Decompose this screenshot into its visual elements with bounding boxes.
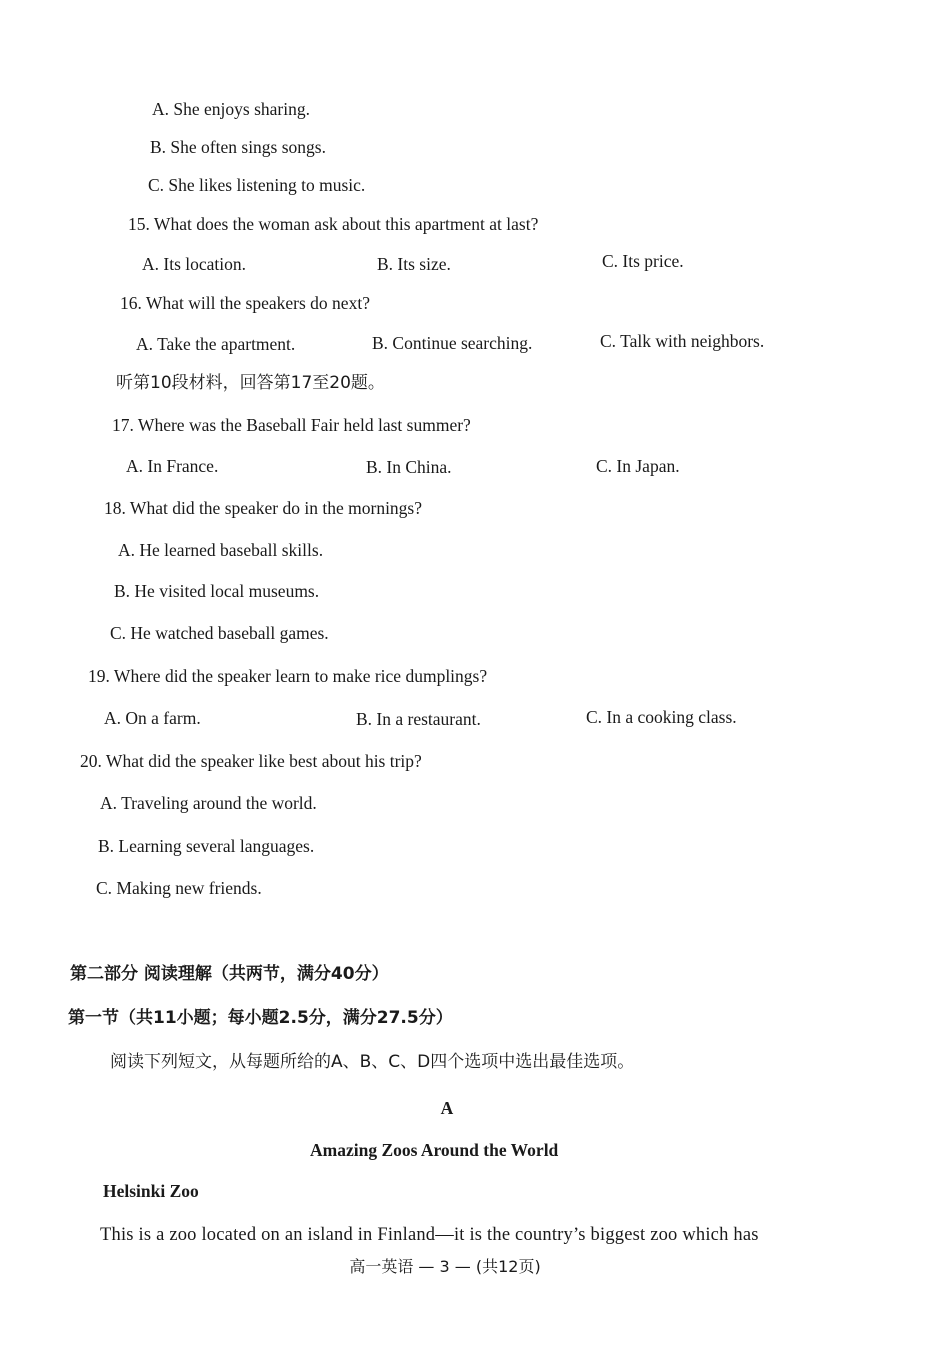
q20-option-b: B. Learning several languages. <box>98 836 315 856</box>
q16-question: 16. What will the speakers do next? <box>120 293 370 313</box>
q14-option-b: B. She often sings songs. <box>150 137 326 157</box>
q18-option-a: A. He learned baseball skills. <box>118 540 324 560</box>
subheading-helsinki-zoo: Helsinki Zoo <box>103 1181 199 1201</box>
passage-paragraph-line: This is a zoo located on an island in Finland—it is the country’s biggest zoo which has <box>100 1225 759 1245</box>
q17-option-a: A. In France. <box>126 456 219 476</box>
material-10-instruction: 听第10段材料，回答第17至20题。 <box>116 373 385 393</box>
q17-question: 17. Where was the Baseball Fair held last summer? <box>112 415 471 435</box>
q15-option-b: B. Its size. <box>377 254 451 274</box>
q18-question: 18. What did the speaker do in the mornings? <box>104 498 423 518</box>
q17-option-b: B. In China. <box>366 457 452 477</box>
q20-question: 20. What did the speaker like best about his trip? <box>80 751 422 771</box>
q15-option-c: C. Its price. <box>602 251 684 271</box>
q20-option-a: A. Traveling around the world. <box>100 793 317 813</box>
part-2-heading: 第二部分 阅读理解（共两节，满分40分） <box>70 964 389 984</box>
q19-question: 19. Where did the speaker learn to make rice dumplings? <box>88 666 488 686</box>
q19-option-a: A. On a farm. <box>104 708 201 728</box>
passage-title: Amazing Zoos Around the World <box>310 1140 559 1160</box>
q18-option-b: B. He visited local museums. <box>114 581 320 601</box>
section-1-heading: 第一节（共11小题；每小题2.5分，满分27.5分） <box>68 1008 453 1028</box>
q16-option-a: A. Take the apartment. <box>136 334 296 354</box>
q18-option-c: C. He watched baseball games. <box>110 623 329 643</box>
q15-option-a: A. Its location. <box>142 254 247 274</box>
q16-option-b: B. Continue searching. <box>372 333 533 353</box>
q19-option-c: C. In a cooking class. <box>586 707 737 727</box>
reading-instruction: 阅读下列短文，从每题所给的A、B、C、D四个选项中选出最佳选项。 <box>110 1052 635 1072</box>
q14-option-c: C. She likes listening to music. <box>148 175 366 195</box>
q14-option-a: A. She enjoys sharing. <box>152 99 310 119</box>
passage-letter: A <box>440 1098 454 1118</box>
q16-option-c: C. Talk with neighbors. <box>600 331 765 351</box>
q19-option-b: B. In a restaurant. <box>356 709 481 729</box>
q20-option-c: C. Making new friends. <box>96 878 262 898</box>
q17-option-c: C. In Japan. <box>596 456 680 476</box>
page-footer: 高一英语 — 3 — (共12页) <box>349 1257 541 1276</box>
q15-question: 15. What does the woman ask about this apartment at last? <box>128 214 539 234</box>
